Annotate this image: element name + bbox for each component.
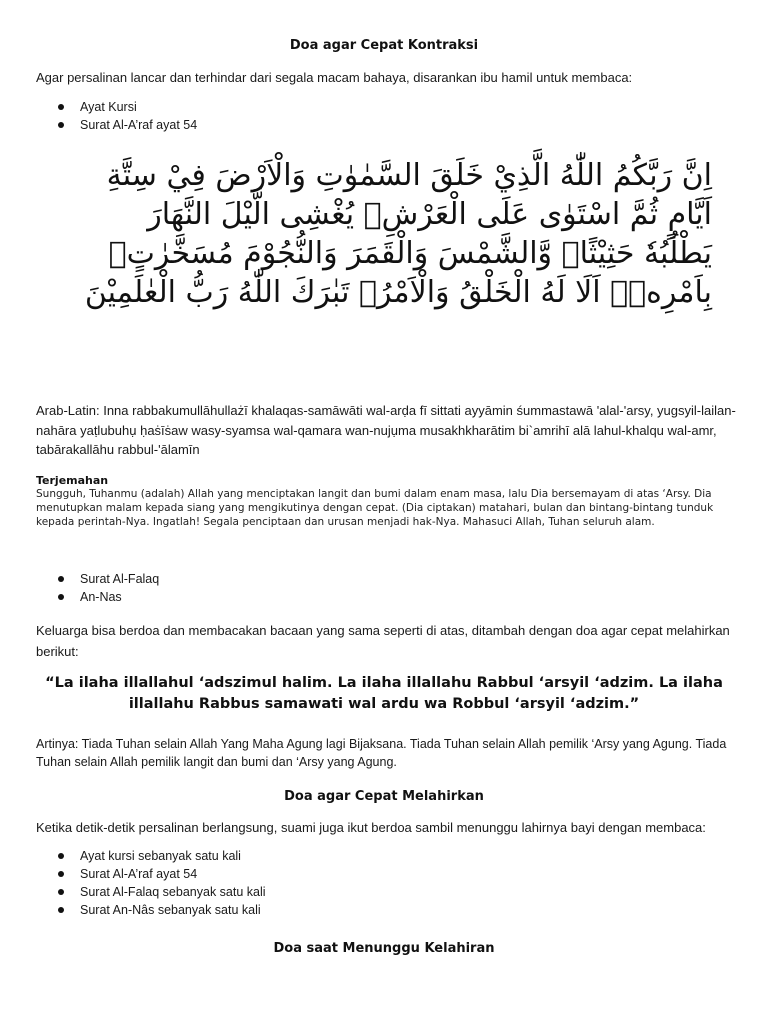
list-item-text: Ayat kursi sebanyak satu kali — [80, 849, 241, 863]
keluarga-paragraph: Keluarga bisa berdoa dan membacakan bacaan yang sama seperti di atas, ditambah dengan doa agar cepat melahirkan berikut: — [36, 623, 730, 659]
list-item — [56, 116, 197, 134]
artinya-paragraph: Artinya: Tiada Tuhan selain Allah Yang Maha Agung lagi Bijaksana. Tiada Tuhan selain Allah pemilik ‘Arsy yang Agung. Tiada Tuhan selain Allah pemilik langit dan bumi dan ‘Arsy yang Agung. — [36, 737, 727, 769]
list-item-text: Surat Al-A’raf ayat 54 — [80, 867, 198, 881]
bullet-icon — [58, 594, 64, 600]
list-item — [56, 883, 266, 901]
list-item — [56, 901, 266, 919]
list-item-text: Surat Al-A’raf ayat 54 — [80, 118, 198, 132]
heading-doa-cepat-melahirkan: Doa agar Cepat Melahirkan — [284, 789, 484, 804]
arab-latin-transliteration: Arab-Latin: Inna rabbakumullāhullażī khalaqas-samāwāti wal-arḍa fī sittati ayyāmin śummastawā 'alal-'arsy, yugsyil-lailan-nahāra yaṭlubuhụ ḥaṡīṡaw wasy-syamsa wal-qamara wan-nujụma musakhkharātim bi`amrihī alā lahul-khalqu wal-amr, tabārakallāhu rabbul-'ālamīn — [36, 403, 736, 457]
heading-doa-menunggu-kelahiran: Doa saat Menunggu Kelahiran — [273, 941, 495, 956]
doa-quote: “La ilaha illallahul ‘adszimul halim. La ilaha illallahu Rabbul ‘arsyil ‘adzim. La ilaha illallahu Rabbus samawati wal ardu wa Robbul ‘arsyil ‘adzim.” — [45, 675, 723, 712]
list-item — [56, 588, 159, 606]
bullet-icon — [58, 576, 64, 582]
list-item-text: Surat Al-Falaq sebanyak satu kali — [80, 885, 266, 899]
bullet-list-2 — [56, 570, 159, 606]
list-item-text: Surat Al-Falaq — [80, 572, 160, 586]
bullet-list-1 — [56, 98, 197, 134]
bullet-icon — [58, 104, 64, 110]
list-item — [56, 98, 197, 116]
list-item-text: Surat An-Nâs sebanyak satu kali — [80, 903, 261, 917]
list-item — [56, 570, 159, 588]
list-item-text: Ayat Kursi — [80, 100, 137, 114]
list-item-text: An-Nas — [80, 590, 122, 604]
heading-doa-cepat-kontraksi: Doa agar Cepat Kontraksi — [289, 38, 479, 53]
bullet-icon — [58, 853, 64, 859]
list-item — [56, 847, 266, 865]
bullet-icon — [58, 871, 64, 877]
bullet-icon — [58, 889, 64, 895]
bullet-list-3 — [56, 847, 266, 919]
ketika-paragraph: Ketika detik-detik persalinan berlangsung, suami juga ikut berdoa sambil menunggu lahirnya bayi dengan membaca: — [36, 820, 706, 835]
terjemahan-text: Sungguh, Tuhanmu (adalah) Allah yang menciptakan langit dan bumi dalam enam masa, lalu Dia bersemayam di atas ‘Arsy. Dia menutupkan malam kepada siang yang mengikutinya dengan cepat. (Dia ciptakan) matahari, bulan dan bintang-bintang tunduk kepada perintah-Nya. Ingatlah! Segala penciptaan dan urusan menjadi hak-Nya. Mahasuci Allah, Tuhan seluruh alam. — [36, 488, 714, 528]
bullet-icon — [58, 122, 64, 128]
bullet-icon — [58, 907, 64, 913]
terjemahan-heading: Terjemahan — [36, 474, 109, 487]
list-item — [56, 865, 266, 883]
intro-paragraph: Agar persalinan lancar dan terhindar dari segala macam bahaya, disarankan ibu hamil untuk membaca: — [36, 70, 633, 85]
arabic-verse: اِنَّ رَبَّكُمُ اللّٰهُ الَّذِيْ خَلَقَ السَّمٰوٰتِ وَالْاَرْضَ فِيْ سِتَّةِ اَيَّامٍ ثُمَّ اسْتَوٰى عَلَى الْعَرْشِۗ يُغْشِى الَّيْلَ النَّهَارَ يَطْلُبُهٗ حَثِيْثًاۙ وَّالشَّمْسَ وَالْقَمَرَ وَالنُّجُوْمَ مُسَخَّرٰتٍۢ بِاَمْرِهٖۗ اَلَا لَهُ الْخَلْقُ وَالْاَمْرُۗ تَبٰرَكَ اللّٰهُ رَبُّ الْعٰلَمِيْنَ — [84, 158, 712, 310]
